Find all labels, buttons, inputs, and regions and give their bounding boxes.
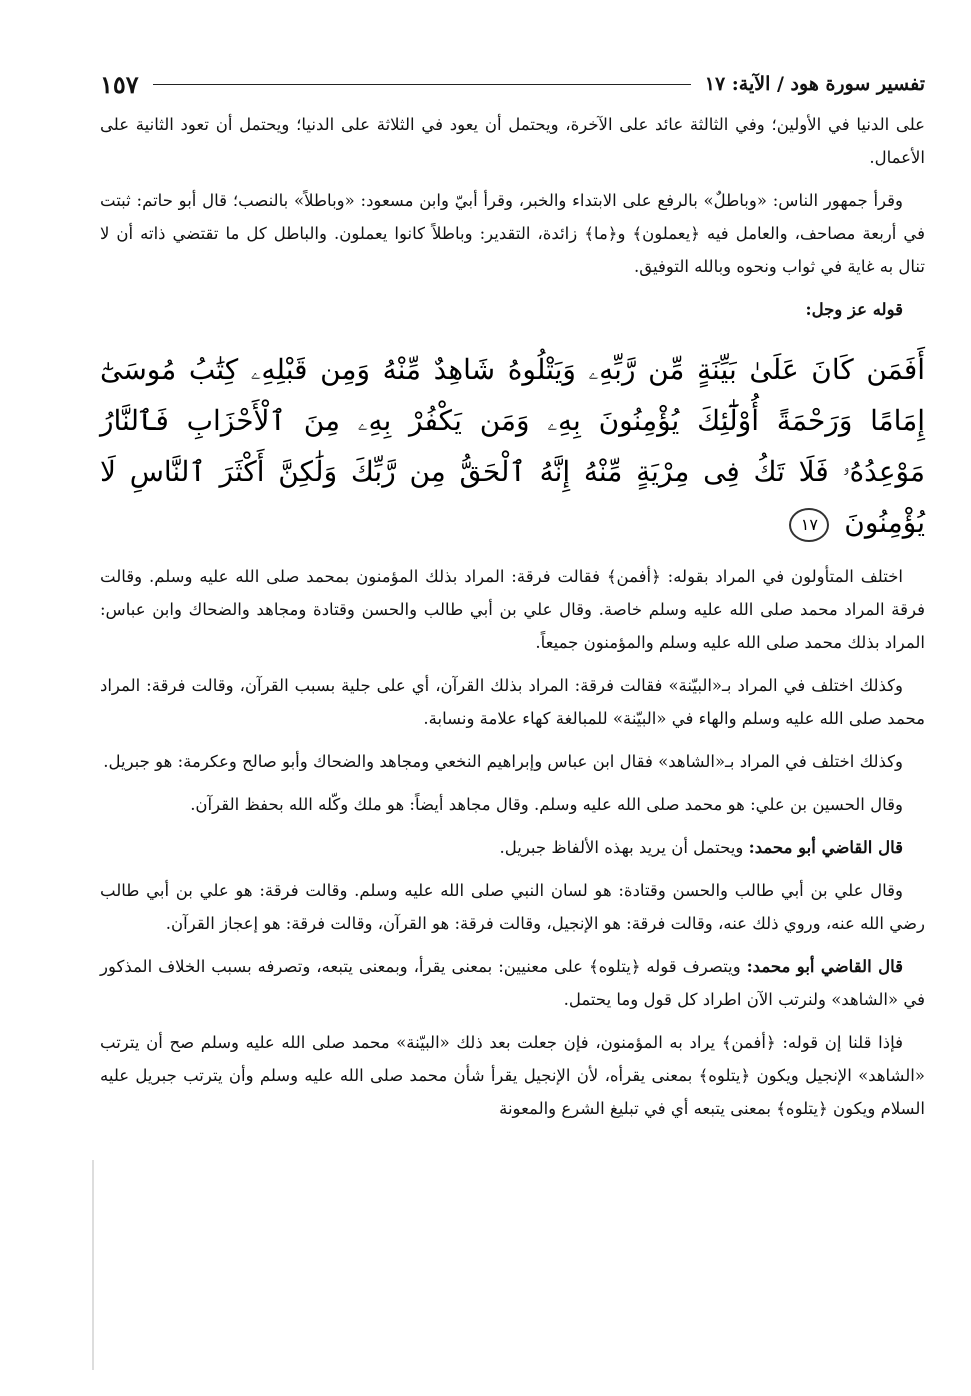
verse-text: أَفَمَن كَانَ عَلَىٰ بَيِّنَةٍ مِّن رَّبِّهِۦ وَيَتْلُوهُ شَاهِدٌ مِّنْهُ وَمِن قَبْلِهِۦ كِتَٰبُ مُوسَىٰٓ إِمَامًا وَرَحْمَةً أُوْلَٰٓئِكَ يُؤْمِنُونَ بِهِۦ وَمَن يَكْفُرْ بِهِۦ مِنَ ٱلْأَحْزَابِ فَٱلنَّارُ مَوْعِدُهُۥ فَلَا تَكُ فِى مِرْيَةٍ مِّنْهُ إِنَّهُ ٱلْحَقُّ مِن رَّبِّكَ وَلَٰكِنَّ أَكْثَرَ ٱلنَّاسِ لَا يُؤْمِنُونَ [100, 353, 925, 539]
qadi-text: ويتصرف قوله ﴿يتلوه﴾ على معنيين: بمعنى يقرأ، وبمعنى يتبعه، وتصرفه بسبب الخلاف المذكور في «الشاهد» ولنرتب الآن اطراد كل قول وما يحتمل. [100, 957, 925, 1009]
page-header [100, 60, 925, 108]
qadi-comment [100, 831, 925, 864]
running-title: تفسير سورة هود / الآية: ١٧ [704, 73, 925, 95]
paragraph: وكذلك اختلف في المراد بـ«الشاهد» فقال ابن عباس وإبراهيم النخعي ومجاهد والضحاك وأبو صالح وعكرمة: هو جبريل. [103, 752, 903, 771]
verse-intro: قوله عز وجل: [805, 300, 903, 319]
ayah-number-mark: ١٧ [789, 508, 829, 542]
header-rule [153, 84, 691, 85]
paragraph: اختلف المتأولون في المراد بقوله: ﴿أفمن﴾ فقالت فرقة: المراد بذلك المؤمنون بمحمد صلى الله عليه وسلم. وقالت فرقة المراد محمد صلى الله عليه وسلم خاصة. وقال علي بن أبي طالب والحسن وقتادة ومجاهد والضحاك وابن عباس: المراد بذلك محمد صلى الله عليه وسلم والمؤمنون جميعاً. [100, 567, 925, 652]
book-page [100, 60, 925, 1380]
qadi-label: قال القاضي أبو محمد: [748, 838, 903, 857]
qadi-label: قال القاضي أبو محمد: [746, 957, 903, 976]
page-body [100, 108, 925, 1125]
qadi-comment [100, 950, 925, 1016]
quran-verse [100, 344, 925, 548]
paragraph: وقال علي بن أبي طالب والحسن وقتادة: هو لسان النبي صلى الله عليه وسلم. وقالت فرقة: هو علي بن أبي طالب رضي الله عنه، وروي ذلك عنه، وقالت فرقة: هو الإنجيل، وقالت فرقة: هو القرآن، وقالت فرقة: هو إعجاز القرآن. [100, 881, 925, 933]
qadi-text: ويحتمل أن يريد بهذه الألفاظ جبريل. [499, 838, 749, 857]
paragraph: فإذا قلنا إن قوله: ﴿أفمن﴾ يراد به المؤمنون، فإن جعلت بعد ذلك «البيّنة» محمد صلى الله عليه وسلم صح أن يترتب «الشاهد» الإنجيل ويكون ﴿يتلوه﴾ بمعنى يقرأه، لأن الإنجيل يقرأ شأن محمد صلى الله عليه وسلم وأن يترتب جبريل عليه السلام ويكون ﴿يتلوه﴾ بمعنى يتبعه أي في تبليغ الشرع والمعونة [100, 1033, 925, 1118]
paragraph: وقال الحسين بن علي: هو محمد صلى الله عليه وسلم. وقال مجاهد أيضاً: هو ملك وكّله الله بحفظ القرآن. [190, 795, 903, 814]
page-number: ١٥٧ [100, 69, 139, 99]
paragraph: وكذلك اختلف في المراد بـ«البيّنة» فقالت فرقة: المراد بذلك القرآن، أي على جلية بسبب القرآن، وقالت فرقة: المراد محمد صلى الله عليه وسلم والهاء في «البيّنة» للمبالغة كهاء علامة ونسابة. [100, 676, 925, 728]
page-edge-line [92, 1160, 94, 1370]
paragraph: على الدنيا في الأولين؛ وفي الثالثة عائد على الآخرة، ويحتمل أن يعود في الثلاثة على الدنيا؛ ويحتمل أن تعود الثانية على الأعمال. [100, 115, 925, 167]
paragraph: وقرأ جمهور الناس: «وباطلٌ» بالرفع على الابتداء والخبر، وقرأ أبيّ وابن مسعود: «وباطلاً» بالنصب؛ قال أبو حاتم: ثبتت في أربعة مصاحف، والعامل فيه ﴿يعملون﴾ و﴿ما﴾ زائدة، التقدير: وباطلاً كانوا يعملون. والباطل كل ما تقتضي ذاته أن لا تنال به غاية في ثواب ونحوه وبالله التوفيق. [100, 191, 925, 276]
